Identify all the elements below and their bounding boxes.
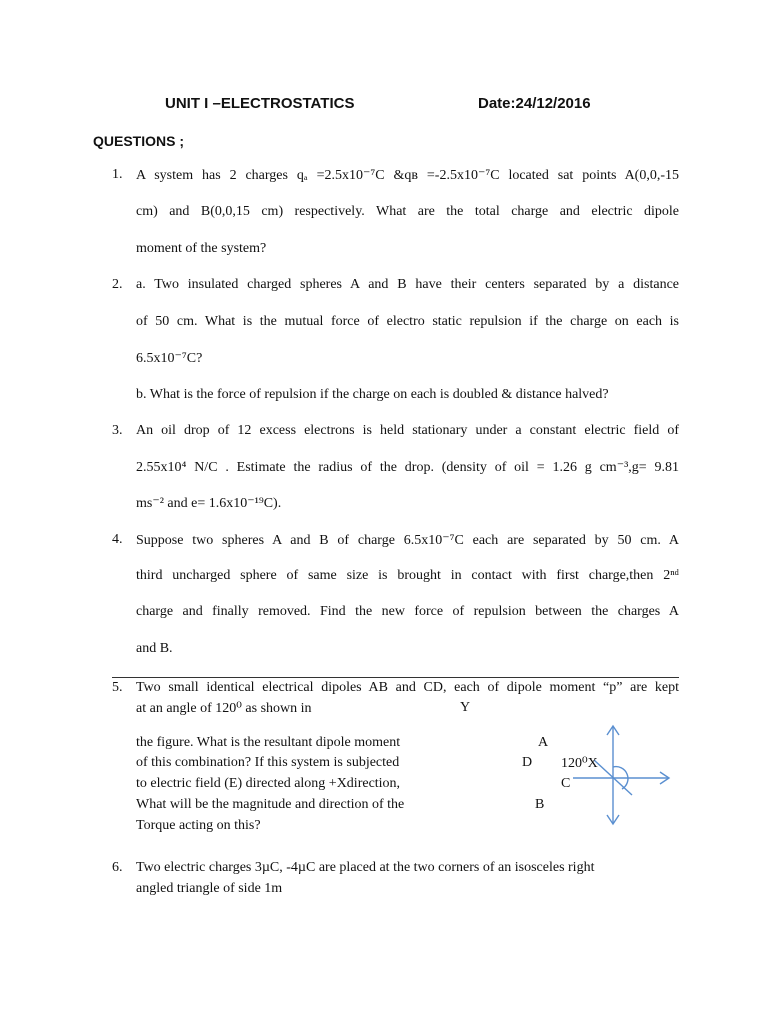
figure-label-d: D bbox=[522, 755, 533, 770]
question-line: of this combination? If this system is subjected bbox=[136, 755, 400, 770]
question-line: Two electric charges 3µC, -4µC are placed at the two corners of an isosceles right bbox=[136, 860, 595, 875]
question-number: 4. bbox=[112, 532, 123, 547]
question-line: ms⁻² and e= 1.6x10⁻¹⁹C). bbox=[136, 496, 282, 511]
question-line: Torque acting on this? bbox=[136, 818, 261, 833]
document-date: Date:24/12/2016 bbox=[478, 95, 591, 112]
question-line: An oil drop of 12 excess electrons is held stationary under a constant electric field of bbox=[136, 423, 679, 438]
question-line: What will be the magnitude and direction of the bbox=[136, 797, 405, 812]
question-number: 5. bbox=[112, 680, 123, 695]
question-line: cm) and B(0,0,15 cm) respectively. What are the total charge and electric dipole bbox=[136, 204, 679, 219]
question-number: 1. bbox=[112, 167, 123, 182]
figure-label-b: B bbox=[535, 797, 545, 812]
figure-label-y: Y bbox=[460, 700, 471, 715]
question-line: Two small identical electrical dipoles AB and CD, each of dipole moment “p” are kept bbox=[136, 680, 679, 695]
question-line: and B. bbox=[136, 641, 173, 656]
question-line: A system has 2 charges qₐ =2.5x10⁻⁷C &qʙ =-2.5x10⁻⁷C located sat points A(0,0,-15 bbox=[136, 168, 679, 183]
question-line: the figure. What is the resultant dipole moment bbox=[136, 735, 401, 750]
question-line: at an angle of 120⁰ as shown in bbox=[136, 701, 312, 716]
question-line: moment of the system? bbox=[136, 241, 267, 256]
questions-heading: QUESTIONS ; bbox=[93, 133, 185, 149]
question-number: 6. bbox=[112, 860, 123, 875]
figure-label-a: A bbox=[538, 735, 549, 750]
question-line: 6.5x10⁻⁷C? bbox=[136, 351, 203, 366]
question-line: of 50 cm. What is the mutual force of electro static repulsion if the charge on each is bbox=[136, 314, 679, 329]
question-line: 2.55x10⁴ N/C . Estimate the radius of the drop. (density of oil = 1.26 g cm⁻³,g= 9.81 bbox=[136, 460, 679, 475]
question-line: a. Two insulated charged spheres A and B have their centers separated by a distance bbox=[136, 277, 679, 292]
question-line: charge and finally removed. Find the new force of repulsion between the charges A bbox=[136, 604, 679, 619]
figure-label-angle: 120⁰X bbox=[561, 756, 598, 771]
question-line: to electric field (E) directed along +Xdirection, bbox=[136, 776, 401, 791]
question-line: third uncharged sphere of same size is brought in contact with first charge,then 2ⁿᵈ bbox=[136, 568, 679, 583]
question-line: angled triangle of side 1m bbox=[136, 881, 283, 896]
question-number: 2. bbox=[112, 277, 123, 292]
question-line: b. What is the force of repulsion if the charge on each is doubled & distance halved? bbox=[136, 387, 609, 402]
figure-label-c: C bbox=[561, 776, 571, 791]
page-title: UNIT I –ELECTROSTATICS bbox=[165, 95, 355, 112]
question-line: Suppose two spheres A and B of charge 6.5x10⁻⁷C each are separated by 50 cm. A bbox=[136, 533, 679, 548]
question-number: 3. bbox=[112, 423, 123, 438]
